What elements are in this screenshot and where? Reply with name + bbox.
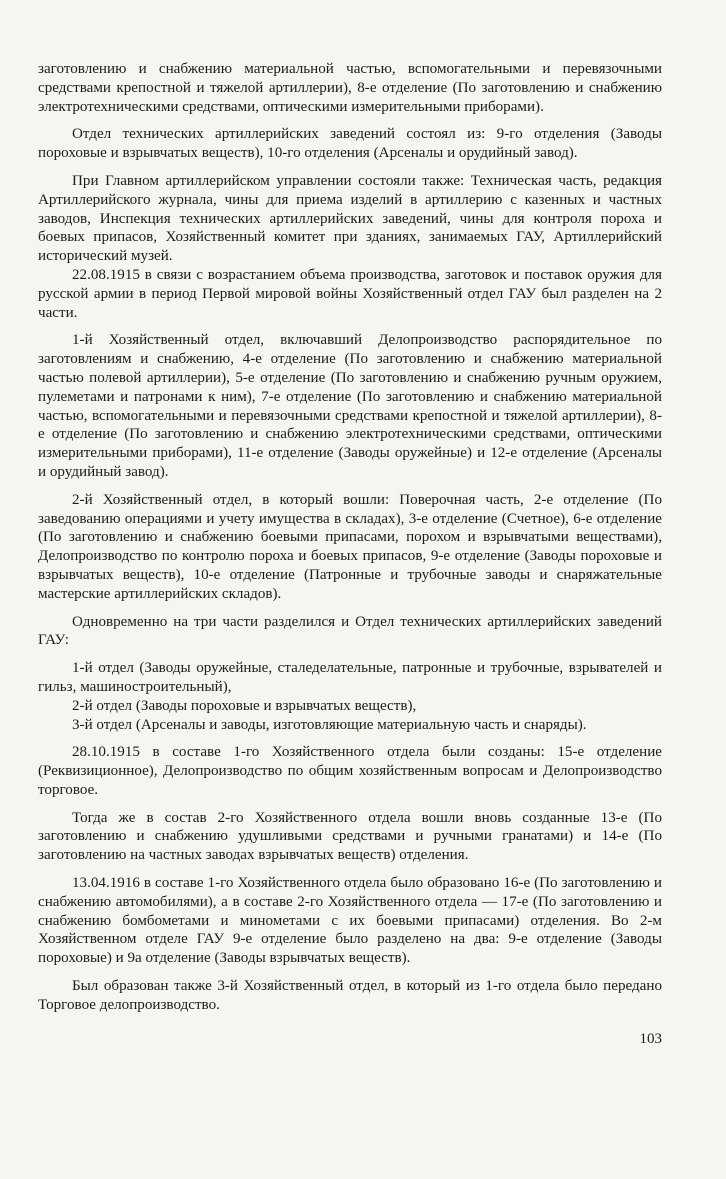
paragraph-second-dept-additions: Тогда же в состав 2-го Хозяйственного отдела вошли вновь созданные 13-е (По заготовлению и снабжению удушливыми средствами и ручными гранатами) и 14-е (По заготовлению на частных заводах взрывчатых веществ) отделения. <box>38 809 662 864</box>
paragraph-technical-department: Отдел технических артиллерийских заведений состоял из: 9-го отделения (Заводы пороховые и взрывчатых веществ), 10-го отделения (Арсеналы и орудийный завод). <box>38 126 662 162</box>
paragraph-third-department: Был образован также 3-й Хозяйственный отдел, в который из 1-го отдела было передано Торговое делопроизводство. <box>38 978 662 1013</box>
paragraph-1915-10-28: 28.10.1915 в составе 1-го Хозяйственного отдела были созданы: 15-е отделение (Реквизиционное), Делопроизводство по общим хозяйственным вопросам и Делопроизводство торговое. <box>38 744 662 798</box>
page-number: 103 <box>639 1031 662 1047</box>
document-body <box>38 60 662 1015</box>
list-item-dept-1: 1-й отдел (Заводы оружейные, сталеделательные, патронные и трубочные, взрывателей и гильз, машиностроительный), <box>38 660 662 695</box>
paragraph-1916-04-13: 13.04.1916 в составе 1-го Хозяйственного отдела было образовано 16-е (По заготовлению и снабжению автомобилями), а в составе 2-го Хозяйственного отдела — 17-е (По заготовлению и снабжению бомбометами и минометами с их боевыми припасами) отделения. Во 2-м Хозяйственном отделе ГАУ 9-е отделение было разделено на два: 9-е отделение (Заводы пороховые) и 9а отделение (Заводы взрывчатых веществ). <box>38 875 662 967</box>
list-item-dept-2: 2-й отдел (Заводы пороховые и взрывчатых веществ), <box>72 697 417 714</box>
paragraph-three-parts: Одновременно на три части разделился и Отдел технических артиллерийских заведений ГАУ: <box>38 613 662 649</box>
list-item-dept-3: 3-й отдел (Арсеналы и заводы, изготовляющие материальную часть и снаряды). <box>72 716 587 733</box>
paragraph-1915-08-22: 22.08.1915 в связи с возрастанием объема производства, заготовок и поставок оружия для русской армии в период Первой мировой войны Хозяйственный отдел ГАУ был разделен на 2 части. <box>38 266 662 321</box>
paragraph-first-department: 1-й Хозяйственный отдел, включавший Делопроизводство распорядительное по заготовлениям и снабжению, 4-е отделение (По заготовлению и снабжению материальной частью полевой артиллерии), 5-е отделение (По заготовлению и снабжению ручным оружием, пулеметами и патронами к ним), 7-е отделение (По заготовлению и снабжению материальной частью, вспомогательными и перевязочными средствами крепостной и тяжелой артиллерии), 8-е отделение (По заготовлению и снабжению электротехническими средствами, оптическими измерительными приборами), 11-е отделение (Заводы оружейные) и 12-е отделение (Арсеналы и орудийный завод). <box>38 332 662 480</box>
paragraph-continuation: заготовлению и снабжению материальной частью, вспомогательными и перевязочными средствами крепостной и тяжелой артиллерии), 8-е отделение (По заготовлению и снабжению электротехническими средствами, оптическими измерительными приборами). <box>38 61 662 115</box>
paragraph-gau-units: При Главном артиллерийском управлении состояли также: Техническая часть, редакция Артиллерийского журнала, чины для приема изделий в артиллерию с казенных и частных заводов, Инспекция технических артиллерийских заведений, чины для контроля пороха и боевых припасов, Хозяйственный комитет при зданиях, занимаемых ГАУ, Артиллерийский исторический музей. <box>38 172 662 265</box>
paragraph-second-department: 2-й Хозяйственный отдел, в который вошли: Поверочная часть, 2-е отделение (По заведованию операциями и учету имущества в складах), 3-е отделение (Счетное), 6-е отделение (По заготовлению и снабжению боевыми припасами, порохом и взрывчатыми веществами), Делопроизводство по контролю пороха и боевых припасов, 9-е отделение (Заводы пороховые и взрывчатых веществ), 10-е отделение (Патронные и трубочные заводы и снаряжательные мастерские артиллерийских складов). <box>38 491 662 602</box>
